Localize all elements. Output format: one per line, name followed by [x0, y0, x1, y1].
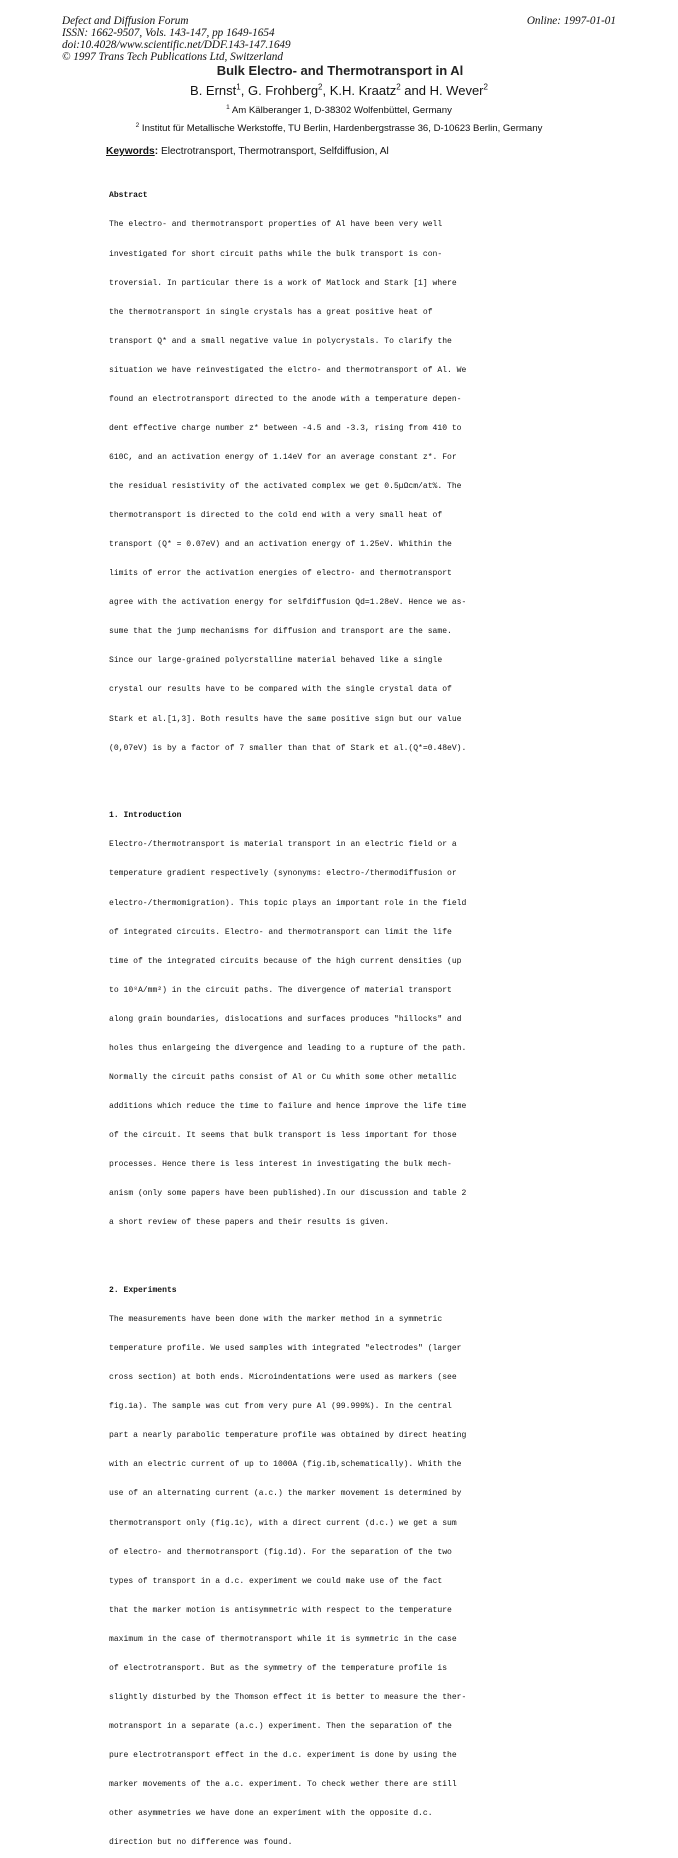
introduction-line: time of the integrated circuits because of the high current densities (up — [109, 956, 462, 966]
issn-line: ISSN: 1662-9507, Vols. 143-147, pp 1649-1654 — [62, 27, 275, 39]
paper-title-clipped — [100, 62, 580, 78]
affiliation-mark: 2 — [318, 82, 323, 92]
experiments-line: The measurements have been done with the marker method in a symmetric — [109, 1315, 443, 1325]
experiments-line: motransport in a separate (a.c.) experiment. Then the separation of the — [109, 1721, 452, 1731]
experiments-line: cross section) at both ends. Microindentations were used as markers (see — [109, 1373, 457, 1383]
introduction-line: processes. Hence there is less interest in investigating the bulk mech- — [109, 1160, 452, 1170]
introduction-line: to 10⁸A/mm²) in the circuit paths. The divergence of material transport — [109, 985, 452, 995]
affiliation-text: Am Kälberanger 1, D-38302 Wolfenbüttel, Germany — [229, 105, 452, 116]
affiliation-mark: 1 — [236, 82, 241, 92]
keywords-colon: : — [154, 146, 159, 157]
abstract-line: agree with the activation energy for selfdiffusion Qd=1.28eV. Hence we as- — [109, 598, 467, 608]
abstract-line: dent effective charge number z* between -4.5 and -3.3, rising from 410 to — [109, 423, 462, 433]
experiments-line: types of transport in a d.c. experiment we could make use of the fact — [109, 1576, 443, 1586]
doi-line: doi:10.4028/www.scientific.net/DDF.143-147.1649 — [62, 39, 291, 51]
experiments-line: of electro- and thermotransport (fig.1d). For the separation of the two — [109, 1547, 452, 1557]
author-list — [0, 83, 678, 98]
keywords-line — [106, 146, 389, 158]
abstract-line: situation we have reinvestigated the elctro- and thermotransport of Al. We — [109, 365, 467, 375]
abstract-line: sume that the jump mechanisms for diffusion and transport are the same. — [109, 627, 452, 637]
keywords-text: Electrotransport, Thermotransport, Selfdiffusion, Al — [158, 146, 389, 157]
author-name: and H. Wever — [400, 83, 484, 98]
experiments-line: fig.1a). The sample was cut from very pure Al (99.999%). In the central — [109, 1402, 452, 1412]
abstract-line: Stark et al.[1,3]. Both results have the same positive sign but our value — [109, 714, 462, 724]
paper-body — [109, 172, 579, 1858]
abstract-line: troversial. In particular there is a work of Matlock and Stark [1] where — [109, 278, 457, 288]
author-name: , K.H. Kraatz — [322, 83, 397, 98]
author-name: , G. Frohberg — [240, 83, 319, 98]
paragraph-gap — [109, 1247, 579, 1257]
introduction-line: of the circuit. It seems that bulk transport is less important for those — [109, 1131, 457, 1141]
copyright-line: © 1997 Trans Tech Publications Ltd, Switzerland — [62, 51, 283, 63]
abstract-line: (0,07eV) is by a factor of 7 smaller than that of Stark et al.(Q*=0.48eV). — [109, 743, 467, 753]
abstract-line: found an electrotransport directed to the anode with a temperature depen- — [109, 394, 462, 404]
experiments-line: marker movements of the a.c. experiment. To check wether there are still — [109, 1780, 457, 1790]
introduction-line: additions which reduce the time to failure and hence improve the life time — [109, 1101, 467, 1111]
abstract-line: Since our large-grained polycrstalline material behaved like a single — [109, 656, 443, 666]
experiments-line: maximum in the case of thermotransport while it is symmetric in the case — [109, 1634, 457, 1644]
experiments-line: of electrotransport. But as the symmetry of the temperature profile is — [109, 1663, 448, 1673]
experiments-line: that the marker motion is antisymmetric with respect to the temperature — [109, 1605, 452, 1615]
introduction-line: Electro-/thermotransport is material transport in an electric field or a — [109, 840, 457, 850]
experiments-heading: 2. Experiments — [109, 1286, 177, 1296]
experiments-line: thermotransport only (fig.1c), with a direct current (d.c.) we get a sum — [109, 1518, 457, 1528]
experiments-line: temperature profile. We used samples with integrated "electrodes" (larger — [109, 1344, 462, 1354]
affiliation-mark: 2 — [135, 121, 140, 129]
introduction-line: of integrated circuits. Electro- and thermotransport can limit the life — [109, 927, 452, 937]
introduction-line: electro-/thermomigration). This topic plays an important role in the field — [109, 898, 467, 908]
introduction-line: a short review of these papers and their results is given. — [109, 1218, 390, 1228]
introduction-line: anism (only some papers have been published).In our discussion and table 2 — [109, 1189, 467, 1199]
abstract-line: limits of error the activation energies of electro- and thermotransport — [109, 569, 452, 579]
experiments-line: slightly disturbed by the Thomson effect it is better to measure the ther- — [109, 1692, 467, 1702]
introduction-heading: 1. Introduction — [109, 811, 182, 821]
journal-header — [62, 15, 291, 63]
paper-title: Bulk Electro- and Thermotransport in Al — [216, 63, 464, 78]
experiments-line: with an electric current of up to 1000A (fig.1b,schematically). Whith the — [109, 1460, 462, 1470]
journal-name: Defect and Diffusion Forum — [62, 15, 189, 27]
introduction-line: along grain boundaries, dislocations and surfaces produces "hillocks" and — [109, 1014, 462, 1024]
abstract-line: transport Q* and a small negative value in polycrystals. To clarify the — [109, 336, 452, 346]
experiments-line: part a nearly parabolic temperature profile was obtained by direct heating — [109, 1431, 467, 1441]
abstract-line: The electro- and thermotransport properties of Al have been very well — [109, 220, 443, 230]
abstract-line: transport (Q* = 0.07eV) and an activation energy of 1.25eV. Whithin the — [109, 540, 452, 550]
affiliation-mark: 1 — [226, 103, 230, 111]
introduction-line: Normally the circuit paths consist of Al or Cu whith some other metallic — [109, 1072, 457, 1082]
experiments-line: pure electrotransport effect in the d.c. experiment is done by using the — [109, 1751, 457, 1761]
author-name: B. Ernst — [190, 83, 237, 98]
abstract-line: the residual resistivity of the activated complex we get 0.5µΩcm/at%. The — [109, 482, 462, 491]
introduction-line: holes thus enlargeing the divergence and leading to a rupture of the path. — [109, 1043, 467, 1053]
abstract-line: crystal our results have to be compared with the single crystal data of — [109, 685, 452, 695]
abstract-line: investigated for short circuit paths while the bulk transport is con- — [109, 249, 443, 259]
abstract-line: thermotransport is directed to the cold end with a very small heat of — [109, 511, 443, 521]
introduction-line: temperature gradient respectively (synonyms: electro-/thermodiffusion or — [109, 869, 457, 879]
experiments-line: use of an alternating current (a.c.) the marker movement is determined by — [109, 1489, 462, 1499]
abstract-heading: Abstract — [109, 191, 148, 201]
affiliation-mark: 2 — [483, 82, 488, 92]
online-date: Online: 1997-01-01 — [526, 15, 616, 27]
affiliation-1 — [0, 105, 678, 116]
experiments-line: direction but no difference was found. — [109, 1838, 293, 1848]
paragraph-gap — [109, 773, 579, 783]
abstract-line: 610C, and an activation energy of 1.14eV for an average constant z*. For — [109, 452, 457, 462]
abstract-line: the thermotransport in single crystals has a great positive heat of — [109, 307, 433, 317]
experiments-line: other asymmetries we have done an experiment with the opposite d.c. — [109, 1809, 433, 1819]
keywords-label: Keywords — [106, 146, 155, 157]
affiliation-mark: 2 — [396, 82, 401, 92]
affiliation-2 — [0, 123, 678, 134]
affiliation-text: Institut für Metallische Werkstoffe, TU Berlin, Hardenbergstrasse 36, D-10623 Berlin, Germany — [139, 123, 543, 134]
